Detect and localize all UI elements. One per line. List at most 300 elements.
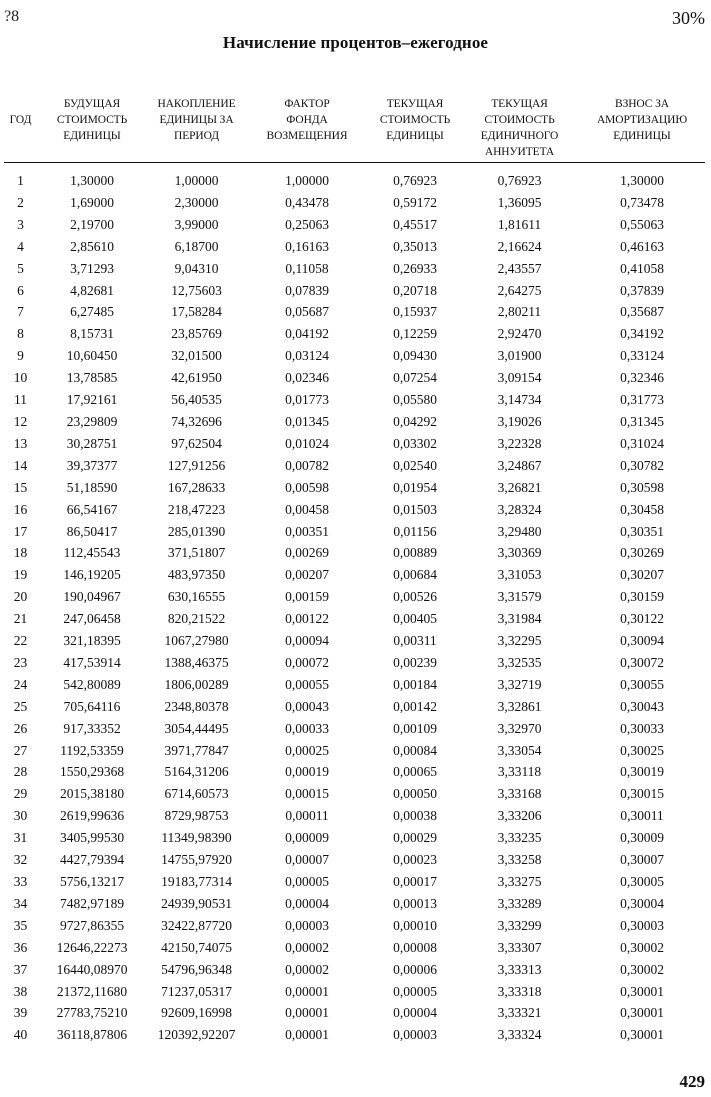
table-cell: 86,50417 bbox=[66, 523, 118, 539]
table-cell: 6714,60573 bbox=[164, 786, 229, 802]
table-cell: 39 bbox=[13, 1005, 28, 1021]
table-cell: 0,05580 bbox=[393, 392, 437, 408]
table-cell: 0,30043 bbox=[620, 698, 664, 714]
table-cell: 0,15937 bbox=[393, 304, 437, 320]
table-cell: 3,33299 bbox=[497, 917, 542, 933]
table-cell: 0,00003 bbox=[393, 1027, 437, 1043]
table-cell: 25 bbox=[13, 698, 28, 714]
table-cell: 3,33206 bbox=[497, 808, 542, 824]
table-cell: 0,00029 bbox=[393, 830, 437, 846]
table-cell: 0,07254 bbox=[393, 370, 437, 386]
table-cell: 6 bbox=[17, 282, 24, 298]
table-cell: 0,00043 bbox=[285, 698, 329, 714]
table-cell: 3,01900 bbox=[497, 348, 542, 364]
table-cell: 0,30458 bbox=[620, 501, 664, 517]
table-cell: 19 bbox=[13, 567, 28, 583]
table-cell: 0,00011 bbox=[285, 808, 329, 824]
table-cell: 92609,16998 bbox=[161, 1005, 232, 1021]
table-cell: 0,30007 bbox=[620, 852, 664, 868]
table-row bbox=[0, 542, 711, 564]
table-cell: 12646,22273 bbox=[56, 939, 128, 955]
table-cell: 0,00050 bbox=[393, 786, 437, 802]
table-cell: 3,32719 bbox=[497, 676, 542, 692]
table-cell: 4 bbox=[17, 238, 24, 254]
table-cell: 3,31053 bbox=[497, 567, 542, 583]
table-cell: 0,00184 bbox=[393, 676, 437, 692]
table-cell: 3 bbox=[17, 216, 24, 232]
table-cell: 0,30782 bbox=[620, 457, 664, 473]
table-cell: 3,33307 bbox=[497, 939, 542, 955]
table-cell: 3,33289 bbox=[497, 895, 542, 911]
table-cell: 0,76923 bbox=[497, 173, 542, 188]
interest-rate-label: 30% bbox=[672, 8, 705, 28]
table-cell: 705,64116 bbox=[63, 698, 121, 714]
table-row bbox=[0, 630, 711, 652]
table-cell: 1,69000 bbox=[70, 194, 114, 210]
table-cell: 0,00019 bbox=[285, 764, 329, 780]
table-row bbox=[0, 301, 711, 323]
table-cell: 0,00239 bbox=[393, 654, 437, 670]
table-row bbox=[0, 236, 711, 258]
table-row bbox=[0, 959, 711, 981]
table-cell: 0,00001 bbox=[285, 983, 329, 999]
table-cell: 30 bbox=[13, 808, 28, 824]
column-header-accumulation: НАКОПЛЕНИЕ ЕДИНИЦЫ ЗА ПЕРИОД bbox=[157, 98, 236, 142]
table-cell: 247,06458 bbox=[63, 611, 121, 627]
table-cell: 1067,27980 bbox=[164, 633, 229, 649]
table-cell: 31 bbox=[13, 830, 28, 846]
table-cell: 5756,13217 bbox=[59, 874, 125, 889]
table-cell: 0,01156 bbox=[393, 523, 437, 539]
table-row bbox=[0, 258, 711, 280]
table-cell: 10,60450 bbox=[66, 348, 118, 364]
table-cell: 2348,80378 bbox=[164, 698, 229, 714]
table-cell: 28 bbox=[13, 764, 28, 780]
table-cell: 0,04292 bbox=[393, 413, 437, 429]
table-cell: 4,82681 bbox=[70, 282, 114, 298]
table-row bbox=[0, 192, 711, 214]
table-cell: 3,29480 bbox=[497, 523, 542, 539]
table-cell: 0,07839 bbox=[285, 282, 329, 298]
table-cell: 0,30351 bbox=[620, 523, 664, 539]
table-cell: 0,00684 bbox=[393, 567, 437, 583]
table-row bbox=[0, 783, 711, 805]
table-cell: 13,78585 bbox=[66, 370, 118, 386]
table-cell: 0,00009 bbox=[285, 830, 329, 846]
table-cell: 2015,38180 bbox=[59, 786, 125, 802]
table-cell: 0,31345 bbox=[620, 413, 664, 429]
table-cell: 0,43478 bbox=[285, 194, 329, 210]
table-cell: 0,00889 bbox=[393, 545, 437, 561]
table-cell: 13 bbox=[13, 435, 28, 451]
table-row bbox=[0, 477, 711, 499]
corner-mark: ?8 bbox=[4, 8, 20, 25]
table-cell: 3,33318 bbox=[497, 983, 542, 999]
table-cell: 34 bbox=[13, 895, 28, 911]
table-cell: 0,30001 bbox=[620, 983, 664, 999]
table-cell: 3,33275 bbox=[497, 874, 542, 889]
table-cell: 5164,31206 bbox=[164, 764, 229, 780]
column-header-year: ГОД bbox=[9, 114, 32, 126]
table-cell: 0,00025 bbox=[285, 742, 329, 758]
column-header-amortization: ВЗНОС ЗА АМОРТИЗАЦИЮ ЕДИНИЦЫ bbox=[596, 98, 688, 142]
table-cell: 0,00008 bbox=[393, 939, 437, 955]
table-cell: 0,00109 bbox=[393, 720, 437, 736]
table-cell: 0,00004 bbox=[285, 895, 329, 911]
table-row bbox=[0, 1002, 711, 1024]
table-row bbox=[0, 674, 711, 696]
table-cell: 1,81611 bbox=[497, 216, 542, 232]
table-cell: 2,64275 bbox=[497, 282, 542, 298]
table-cell: 1,36095 bbox=[497, 194, 542, 210]
table-row bbox=[0, 389, 711, 411]
table-cell: 218,47223 bbox=[167, 501, 226, 517]
table-cell: 417,53914 bbox=[63, 654, 121, 670]
interest-table bbox=[0, 170, 711, 1046]
table-cell: 1,00000 bbox=[174, 173, 219, 188]
table-cell: 2,85610 bbox=[70, 238, 114, 254]
table-cell: 285,01390 bbox=[167, 523, 226, 539]
table-cell: 0,30598 bbox=[620, 479, 664, 495]
table-cell: 24939,90531 bbox=[161, 895, 232, 911]
table-row bbox=[0, 521, 711, 543]
table-cell: 0,02540 bbox=[393, 457, 437, 473]
table-cell: 0,30159 bbox=[620, 589, 664, 605]
table-cell: 3,24867 bbox=[497, 457, 542, 473]
table-cell: 3,32535 bbox=[497, 654, 542, 670]
table-cell: 3,33313 bbox=[497, 961, 542, 977]
table-cell: 16 bbox=[13, 501, 28, 517]
table-cell: 0,16163 bbox=[285, 238, 329, 254]
table-cell: 0,00017 bbox=[393, 874, 437, 889]
table-cell: 190,04967 bbox=[63, 589, 121, 605]
table-cell: 0,00023 bbox=[393, 852, 437, 868]
table-cell: 21372,11680 bbox=[56, 983, 128, 999]
table-cell: 0,00002 bbox=[285, 939, 329, 955]
table-cell: 0,30019 bbox=[620, 764, 664, 780]
table-cell: 0,46163 bbox=[620, 238, 664, 254]
table-cell: 24 bbox=[13, 676, 28, 692]
table-cell: 0,33124 bbox=[620, 348, 664, 364]
table-cell: 0,30269 bbox=[620, 545, 664, 561]
table-cell: 2,30000 bbox=[174, 194, 219, 210]
page-title: Начисление процентов–ежегодное bbox=[222, 33, 489, 52]
header-divider bbox=[4, 162, 705, 163]
table-cell: 33 bbox=[13, 874, 28, 889]
column-header-annuity-present-value: ТЕКУЩАЯ СТОИМОСТЬ ЕДИНИЧНОГО АННУИТЕТА bbox=[480, 98, 559, 158]
table-row bbox=[0, 411, 711, 433]
table-cell: 0,76923 bbox=[393, 173, 437, 188]
table-row bbox=[0, 1024, 711, 1046]
table-cell: 0,05687 bbox=[285, 304, 329, 320]
table-cell: 3,33118 bbox=[497, 764, 542, 780]
table-row bbox=[0, 455, 711, 477]
table-cell: 112,45543 bbox=[63, 545, 121, 561]
table-cell: 42150,74075 bbox=[161, 939, 232, 955]
table-cell: 0,30072 bbox=[620, 654, 664, 670]
table-cell: 10 bbox=[13, 370, 28, 386]
table-cell: 0,73478 bbox=[620, 194, 664, 210]
table-cell: 2,43557 bbox=[497, 260, 542, 276]
table-cell: 97,62504 bbox=[171, 435, 222, 451]
table-cell: 9,04310 bbox=[174, 260, 219, 276]
table-cell: 3054,44495 bbox=[164, 720, 229, 736]
table-cell: 0,30003 bbox=[620, 917, 664, 933]
table-row bbox=[0, 652, 711, 674]
table-cell: 0,00269 bbox=[285, 545, 329, 561]
table-cell: 3,09154 bbox=[497, 370, 542, 386]
table-cell: 0,37839 bbox=[620, 282, 664, 298]
table-cell: 0,30207 bbox=[620, 567, 664, 583]
table-cell: 9727,86355 bbox=[59, 917, 125, 933]
page-number: 429 bbox=[679, 1072, 705, 1091]
table-cell: 3,33168 bbox=[497, 786, 542, 802]
table-cell: 40 bbox=[13, 1027, 28, 1043]
table-cell: 0,01024 bbox=[285, 435, 329, 451]
table-cell: 0,00001 bbox=[285, 1027, 329, 1043]
table-cell: 18 bbox=[13, 545, 28, 561]
table-cell: 0,26933 bbox=[393, 260, 437, 276]
table-cell: 0,00033 bbox=[285, 720, 329, 736]
table-cell: 3,99000 bbox=[174, 216, 219, 232]
table-cell: 0,00055 bbox=[285, 676, 329, 692]
table-cell: 0,59172 bbox=[393, 194, 437, 210]
table-cell: 6,18700 bbox=[174, 238, 219, 254]
table-row bbox=[0, 827, 711, 849]
table-cell: 1388,46375 bbox=[164, 654, 229, 670]
table-cell: 0,45517 bbox=[393, 216, 437, 232]
table-cell: 17,92161 bbox=[66, 392, 118, 408]
table-cell: 2,92470 bbox=[497, 326, 542, 342]
table-cell: 2619,99636 bbox=[59, 808, 125, 824]
table-row bbox=[0, 893, 711, 915]
table-cell: 35 bbox=[13, 917, 28, 933]
table-cell: 0,30094 bbox=[620, 633, 664, 649]
table-cell: 483,97350 bbox=[167, 567, 226, 583]
table-cell: 0,00013 bbox=[393, 895, 437, 911]
table-cell: 0,30015 bbox=[620, 786, 664, 802]
table-row bbox=[0, 345, 711, 367]
table-cell: 0,00038 bbox=[393, 808, 437, 824]
table-row bbox=[0, 937, 711, 959]
table-cell: 3,22328 bbox=[497, 435, 542, 451]
table-row bbox=[0, 696, 711, 718]
table-cell: 0,00142 bbox=[393, 698, 437, 714]
table-cell: 30,28751 bbox=[66, 435, 118, 451]
table-cell: 51,18590 bbox=[66, 479, 118, 495]
table-cell: 917,33352 bbox=[63, 720, 121, 736]
table-cell: 3,33321 bbox=[497, 1005, 542, 1021]
table-cell: 1806,00289 bbox=[164, 676, 229, 692]
table-cell: 0,30055 bbox=[620, 676, 664, 692]
table-cell: 0,00458 bbox=[285, 501, 329, 517]
table-cell: 0,01503 bbox=[393, 501, 437, 517]
table-cell: 3,26821 bbox=[497, 479, 542, 495]
table-header bbox=[0, 96, 711, 162]
table-cell: 15 bbox=[13, 479, 28, 495]
table-cell: 0,30001 bbox=[620, 1005, 664, 1021]
table-cell: 3,31984 bbox=[497, 611, 542, 627]
table-cell: 0,00094 bbox=[285, 633, 329, 649]
table-cell: 11 bbox=[14, 392, 27, 408]
table-row bbox=[0, 323, 711, 345]
column-header-future-value: БУДУЩАЯ СТОИМОСТЬ ЕДИНИЦЫ bbox=[56, 98, 128, 142]
table-cell: 1,00000 bbox=[285, 173, 329, 188]
table-row bbox=[0, 608, 711, 630]
table-cell: 2 bbox=[17, 194, 24, 210]
table-cell: 1 bbox=[17, 173, 24, 188]
table-cell: 0,00526 bbox=[393, 589, 437, 605]
table-cell: 3,14734 bbox=[497, 392, 542, 408]
table-cell: 3,30369 bbox=[497, 545, 542, 561]
table-cell: 0,30033 bbox=[620, 720, 664, 736]
table-cell: 39,37377 bbox=[66, 457, 118, 473]
table-cell: 0,30002 bbox=[620, 939, 664, 955]
table-cell: 0,03124 bbox=[285, 348, 329, 364]
table-cell: 56,40535 bbox=[171, 392, 222, 408]
table-row bbox=[0, 367, 711, 389]
table-cell: 12 bbox=[13, 413, 28, 429]
table-cell: 1,30000 bbox=[70, 173, 114, 188]
column-header-present-value: ТЕКУЩАЯ СТОИМОСТЬ ЕДИНИЦЫ bbox=[379, 98, 451, 142]
table-cell: 0,04192 bbox=[285, 326, 329, 342]
table-cell: 0,00782 bbox=[285, 457, 329, 473]
table-cell: 3971,77847 bbox=[164, 742, 229, 758]
table-cell: 321,18395 bbox=[63, 633, 121, 649]
table-cell: 42,61950 bbox=[171, 370, 222, 386]
table-cell: 3,28324 bbox=[497, 501, 542, 517]
table-cell: 14755,97920 bbox=[161, 852, 232, 868]
table-cell: 36118,87806 bbox=[56, 1027, 128, 1043]
table-row bbox=[0, 805, 711, 827]
table-cell: 22 bbox=[13, 633, 28, 649]
table-cell: 32,01500 bbox=[171, 348, 222, 364]
table-cell: 0,00006 bbox=[393, 961, 437, 977]
table-cell: 0,00159 bbox=[285, 589, 329, 605]
table-cell: 9 bbox=[17, 348, 24, 364]
table-cell: 0,01954 bbox=[393, 479, 437, 495]
table-cell: 0,31773 bbox=[620, 392, 664, 408]
table-cell: 0,00005 bbox=[285, 874, 329, 889]
table-cell: 32422,87720 bbox=[161, 917, 232, 933]
table-cell: 0,00003 bbox=[285, 917, 329, 933]
table-cell: 0,00072 bbox=[285, 654, 329, 670]
table-cell: 0,00405 bbox=[393, 611, 437, 627]
table-cell: 0,32346 bbox=[620, 370, 664, 386]
table-cell: 0,01345 bbox=[285, 413, 329, 429]
table-cell: 0,00004 bbox=[393, 1005, 437, 1021]
table-cell: 3,32295 bbox=[497, 633, 542, 649]
table-cell: 3,19026 bbox=[497, 413, 542, 429]
table-cell: 3,33258 bbox=[497, 852, 542, 868]
table-cell: 3,71293 bbox=[70, 260, 114, 276]
table-cell: 8 bbox=[17, 326, 24, 342]
table-cell: 66,54167 bbox=[66, 501, 118, 517]
table-body bbox=[0, 170, 711, 1046]
table-row bbox=[0, 280, 711, 302]
table-cell: 16440,08970 bbox=[56, 961, 128, 977]
table-cell: 3405,99530 bbox=[59, 830, 125, 846]
table-cell: 0,00065 bbox=[393, 764, 437, 780]
table-cell: 7482,97189 bbox=[59, 895, 125, 911]
table-cell: 0,30002 bbox=[620, 961, 664, 977]
table-row bbox=[0, 586, 711, 608]
table-cell: 29 bbox=[13, 786, 28, 802]
table-cell: 0,00084 bbox=[393, 742, 437, 758]
table-cell: 3,31579 bbox=[497, 589, 542, 605]
table-cell: 0,20718 bbox=[393, 282, 437, 298]
table-cell: 0,12259 bbox=[393, 326, 437, 342]
table-cell: 27783,75210 bbox=[56, 1005, 128, 1021]
table-cell: 3,32970 bbox=[497, 720, 542, 736]
table-cell: 127,91256 bbox=[167, 457, 226, 473]
table-cell: 146,19205 bbox=[63, 567, 121, 583]
table-cell: 23,85769 bbox=[171, 326, 222, 342]
table-cell: 0,00001 bbox=[285, 1005, 329, 1021]
table-cell: 0,55063 bbox=[620, 216, 664, 232]
table-cell: 2,16624 bbox=[497, 238, 542, 254]
table-cell: 7 bbox=[17, 304, 24, 320]
table-cell: 1,30000 bbox=[620, 173, 664, 188]
table-row bbox=[0, 915, 711, 937]
table-cell: 8729,98753 bbox=[164, 808, 229, 824]
table-cell: 3,33324 bbox=[497, 1027, 542, 1043]
table-cell: 542,80089 bbox=[63, 676, 121, 692]
table-cell: 0,30005 bbox=[620, 874, 664, 889]
table-cell: 0,31024 bbox=[620, 435, 664, 451]
table-cell: 630,16555 bbox=[167, 589, 226, 605]
table-cell: 8,15731 bbox=[70, 326, 114, 342]
table-cell: 37 bbox=[13, 961, 28, 977]
table-cell: 0,11058 bbox=[285, 260, 329, 276]
table-cell: 17,58284 bbox=[171, 304, 222, 320]
table-cell: 0,02346 bbox=[285, 370, 329, 386]
table-cell: 3,32861 bbox=[497, 698, 542, 714]
column-header-sinking-fund: ФАКТОР ФОНДА ВОЗМЕЩЕНИЯ bbox=[266, 98, 348, 142]
table-cell: 1550,29368 bbox=[59, 764, 125, 780]
table-cell: 2,80211 bbox=[497, 304, 542, 320]
table-cell: 20 bbox=[13, 589, 28, 605]
table-cell: 32 bbox=[13, 852, 28, 868]
table-cell: 0,00002 bbox=[285, 961, 329, 977]
table-cell: 371,51807 bbox=[167, 545, 226, 561]
table-cell: 0,25063 bbox=[285, 216, 329, 232]
table-cell: 0,09430 bbox=[393, 348, 437, 364]
table-cell: 0,01773 bbox=[285, 392, 329, 408]
table-cell: 3,33054 bbox=[497, 742, 542, 758]
table-cell: 0,00007 bbox=[285, 852, 329, 868]
table-cell: 0,35013 bbox=[393, 238, 437, 254]
table-cell: 820,21522 bbox=[167, 611, 226, 627]
table-row bbox=[0, 499, 711, 521]
table-cell: 17 bbox=[13, 523, 28, 539]
table-cell: 0,35687 bbox=[620, 304, 664, 320]
table-cell: 0,00207 bbox=[285, 567, 329, 583]
table-cell: 6,27485 bbox=[70, 304, 114, 320]
table-cell: 0,41058 bbox=[620, 260, 664, 276]
table-cell: 1192,53359 bbox=[60, 742, 124, 758]
table-cell: 11349,98390 bbox=[161, 830, 232, 846]
table-cell: 23,29809 bbox=[66, 413, 118, 429]
table-cell: 120392,92207 bbox=[157, 1027, 236, 1043]
table-cell: 0,00598 bbox=[285, 479, 329, 495]
table-cell: 167,28633 bbox=[167, 479, 226, 495]
table-row bbox=[0, 214, 711, 236]
table-cell: 0,00005 bbox=[393, 983, 437, 999]
table-cell: 38 bbox=[13, 983, 28, 999]
table-row bbox=[0, 564, 711, 586]
table-row bbox=[0, 170, 711, 192]
